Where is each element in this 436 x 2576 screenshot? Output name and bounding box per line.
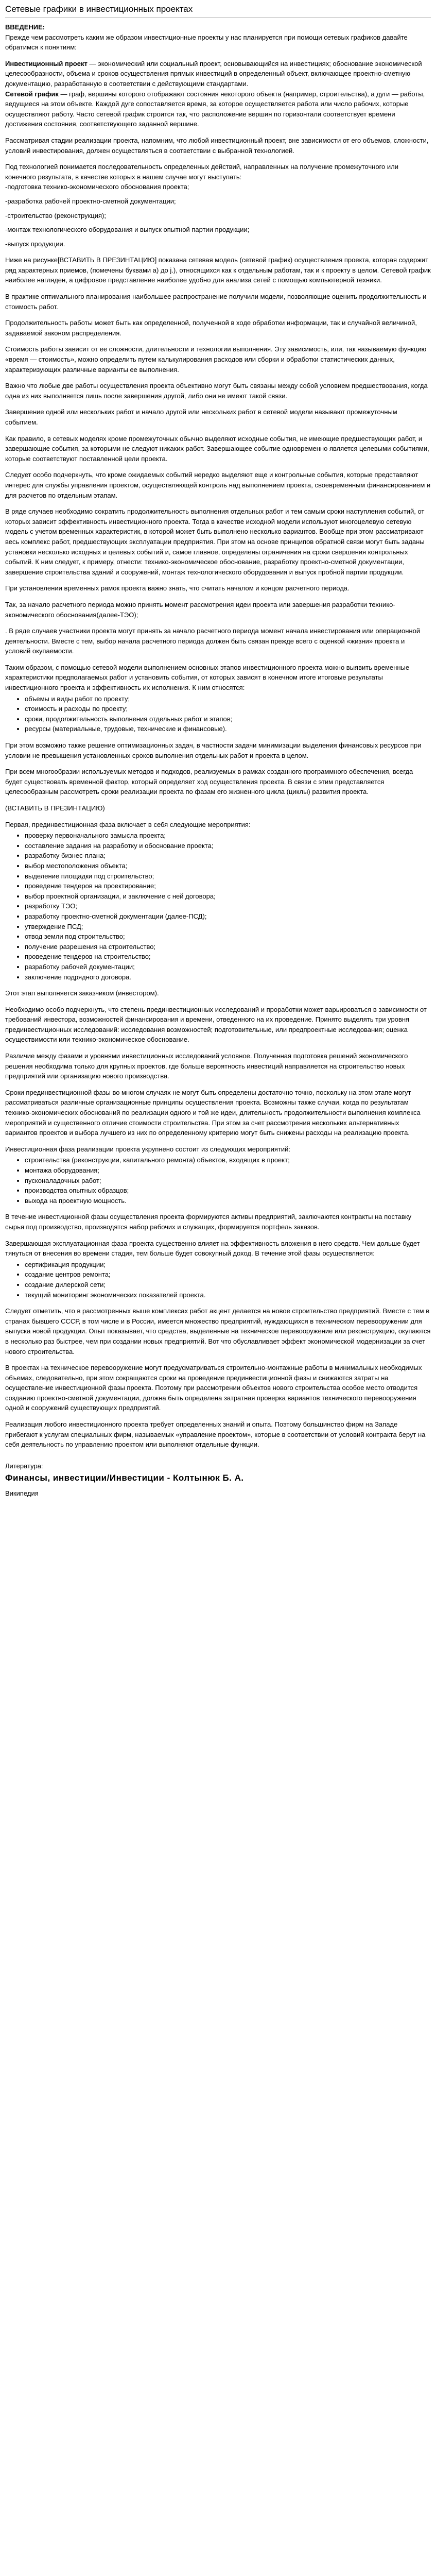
list-item: • сроки, продолжительность выполнения отдельных работ и этапов; [25,714,431,724]
list-item: • текущий мониторинг экономических показателей проекта. [25,1290,431,1300]
paragraph-phase-deadlines: Сроки прединвестиционной фазы во многом случаях не могут быть определены достаточно точно, поскольку на этом этапе могут рассматриваться различные организационные принципы осуществления проекта. Возможны также случаи, когда по результатам технико-экономических обоснований по реализации одного и той же идеи, длительность продолжительности выполнения комплекса мероприятий и существенного отличие стоимости строительства. При этом за счет рассмотрения нескольких альтернативных вариантов проектов и выбора лучшего из них по определенному критерию могут быть снижены расходы на реализацию проекта. [5,1088,421,1137]
literature-book: Финансы, инвестиции/Инвестиции - Колтынюк Б. А. [5,1473,244,1483]
definition-project [5,59,431,89]
paragraph-events: Как правило, в сетевых моделях кроме промежуточных обычно выделяют исходные события, не имеющие предшествующих работ, и завершающие события, за которыми не следуют никаких работ. Завершающее событие одновременно является целевыми событиями, которые соответствуют поставленной цели проекта. [5,434,429,463]
paragraph-optimal: В практике оптимального планирования наибольшее распространение получили модели, позволяющие оценить продолжительность и стоимость работ. [5,293,427,311]
list-item: • утверждение ПСД; [25,922,431,932]
list-item: • производства опытных образцов; [25,1185,431,1196]
list-item: • сертификация продукции; [25,1260,431,1270]
list-item: • проведение тендеров на строительство; [25,952,431,962]
page-title: Сетевые графики в инвестиционных проектах [5,3,431,18]
paragraph-stages: Рассматривая стадии реализации проекта, напомним, что любой инвестиционный проект, вне зависимости от его объемов, сложности, условий инвестирования, должен осуществляться в соответствии с выбранной технологией. [5,136,429,155]
paragraph-completion: Завершение одной или нескольких работ и начало другой или нескольких работ в сетевой модели называют промежуточным событием. [5,408,397,426]
list-item: • строительства (реконструкции, капитального ремонта) объектов, входящих в проект; [25,1155,431,1165]
list-item: • разработку бизнес-плана; [25,851,431,861]
paragraph-duration: Продолжительность работы может быть как определенной, полученной в ходе обработки информации, так и случайной величиной, задаваемой законом распределения. [5,319,417,337]
intro-paragraph: Прежде чем рассмотреть каким же образом инвестиционные проекты у нас планируется при помощи сетевых графиков давайте обратимся к понятиям: [5,33,408,52]
invest-list [5,1155,431,1206]
list-item: • ресурсы (материальные, трудовые, технические и финансовые). [25,724,431,734]
technology-item: -подготовка технико-экономического обоснования проекта; [5,183,189,191]
paragraph-invest-during: В течение инвестиционной фазы осуществления проекта формируются активы предприятий, заключаются контракты на поставку сырья под производство, производятся набор рабочих и служащих, формируется портфель заказов. [5,1213,412,1231]
paragraph-start-period: Так, за начало расчетного периода можно принять момент рассмотрения идеи проекта или завершения разработки технико-экономического обоснования(далее-ТЭО); [5,600,395,619]
definition-term: Сетевой график [5,90,59,98]
list-item: • выбор проектной организации, и заключение с ней договора; [25,891,431,902]
paragraph-invest-phase: Инвестиционная фаза реализации проекта укрупнено состоит из следующих мероприятий: [5,1145,291,1153]
list-item: • выбор местоположения объекта; [25,861,431,871]
list-item: • получение разрешения на строительство; [25,942,431,952]
literature-source: Википедия [5,1489,39,1498]
definition-text: — экономический или социальный проект, основывающийся на инвестициях; обоснование экономической целесообразности, объема и сроков осуществления прямых инвестиций в определенный объект, включающее проектно-сметную документацию, разработанную в соответствии с действующими стандартами. [5,59,422,88]
paragraph-phase-difference: Различие между фазами и уровнями инвестиционных исследований условное. Полученная подготовка решений экономического решения необходима только для крупных проектов, где больше вероятность инвестиций направляется на строительство новых предприятий или организацию нового производства. [5,1052,408,1080]
paragraph-lifecycle: При всем многообразии используемых методов и подходов, реализуемых в рамках созданного программного обеспечения, всегда будет существовать временной фактор, который определяет ход осуществления проекта. В связи с этим представляется целесообразным рассмотреть сроки реализации проекта по фазам его жизненного цикла (циклы) развития проекта. [5,768,413,796]
paragraph-time-limits: При установлении временных рамок проекта важно знать, что считать началом и концом расчетного периода. [5,584,350,592]
list-item: • создание центров ремонта; [25,1269,431,1280]
preinvest-list [5,831,431,982]
list-item: • разработку проектно-сметной документации (далее-ПСД); [25,911,431,922]
list-item: • разработку рабочей документации; [25,962,431,972]
paragraph-preinvest-phase: Первая, прединвестиционная фаза включает в себя следующие мероприятия: [5,820,251,828]
list-item: • заключение подрядного договора. [25,972,431,982]
insert-note: (ВСТАВИТЬ В ПРЕЗИНТАЦИЮ) [5,804,105,812]
list-item: • составление задания на разработку и обоснование проекта; [25,841,431,851]
definition-term: Инвестиционный проект [5,59,88,67]
literature-label: Литература: [5,1462,43,1470]
list-item: • разработку ТЭО; [25,901,431,911]
technology-item: -выпуск продукции. [5,240,65,248]
paragraph-technology: Под технологией понимается последовательность определенных действий, направленных на получение промежуточного или конечного результата, в качестве которых в нашем случае могут выступать: [5,163,398,181]
list-item: • создание дилерской сети; [25,1280,431,1290]
technology-item: -монтаж технологического оборудования и выпуск опытной партии продукции; [5,226,250,234]
characteristics-list [5,694,431,734]
list-item: • проведение тендеров на проектирование; [25,881,431,891]
intro-heading: ВВЕДЕНИЕ: [5,23,45,31]
paragraph-links: Важно что любые две работы осуществления проекта объективно могут быть связаны между собой условием предшествования, когда одна из них выполняется лишь после завершения другой, либо они не имеют такой связи. [5,382,428,400]
paragraph-sequence: В ряде случаев необходимо сократить продолжительность выполнения отдельных работ и тем самым сроки наступления событий, от которых зависит эффективность инвестиционного проекта. Тогда в качестве исходной модели используют многоцелевую сетевую модель с учетом временных характеристик, в которой может быть выполнено несколько вариантов. Вообще при этом рассматривают весь комплекс работ, предшествующих эксплуатации предприятия. При этом на основе принципов обратной связи могут быть заданы установки несколько исходных и целевых событий и, самое главное, определены ограничения на сроки свершения контрольных событий. К ним следует, к примеру, отнести: технико-экономическое обоснование, разработку проектно-сметной документации, завершение строительства зданий и сооружений, монтаж технологического оборудования и выпуск пробной партии продукции. [5,507,425,576]
list-item: • проверку первоначального замысла проекта; [25,831,431,841]
technology-item: -разработка рабочей проектно-сметной документации; [5,197,176,205]
list-item: • монтажа оборудования; [25,1165,431,1176]
paragraph-reequipment: В проектах на техническое перевооружение могут предусматриваться строительно-монтажные работы в минимальных необходимых объемах, следовательно, при этом сокращаются сроки на проведение прединвестиционной фазы и снижаются затраты на осуществление инвестиционной фазы проекта. Поэтому при рассмотрении объектов нового строительства особое место отводится созданию проектно-сметной документации, должна быть определена затратная проверка вариантов технического перевооружения одной и сооружений существующих предприятий. [5,1364,422,1412]
list-item: • выхода на проектную мощность. [25,1196,431,1206]
paragraph-executor: Этот этап выполняется заказчиком (инвестором). [5,989,159,997]
list-item: • отвод земли под строительство; [25,931,431,942]
paragraph-optimization: При этом возможно также решение оптимизационных задач, в частности задачи минимизации выделения финансовых ресурсов при условии не превышения установленных сроков выполнения отдельных работ и проекта в целом. [5,741,422,759]
paragraph-cost: Стоимость работы зависит от ее сложности, длительности и технологии выполнения. Эту зависимость, или, так называемую функцию «время — стоимость», можно определить путем калькулирования расходов или сборки и обработки статистических данных, характеризующих различные варианты ее выполнения. [5,345,427,374]
literature-section [5,1461,431,1499]
definition-text: — граф, вершины которого отображают состояния некоторого объекта (например, строительства), а дуги — работы, ведущиеся на этом объекте. Каждой дуге сопоставляется время, за которое осуществляется работа или число рабочих, которые осуществляют работу. Часто сетевой график строится так, что расположение вершин по горизонтали соответствует времени достижения состояния, соответствующего заданной вершине. [5,90,425,128]
paragraph-start-cases: . В ряде случаев участники проекта могут принять за начало расчетного периода момент начала инвестирования или операционной деятельности. Вместе с тем, выбор начала расчетного периода должен быть связан прежде всего с оценкой «жизни» проекта и условий окупаемости. [5,627,421,655]
list-item: • пусконаладочных работ; [25,1176,431,1186]
definition-graph [5,89,431,129]
list-item: • объемы и виды работ по проекту; [25,694,431,704]
paragraph-operation-phase: Завершающая эксплуатационная фаза проекта существенно влияет на эффективность вложения в него средств. Чем дольше будет тянуться от внесения во времени стадия, тем больше будет совокупный доход. В течение этой фазы осуществляется: [5,1239,420,1258]
paragraph-control-events: Следует особо подчеркнуть, что кроме ожидаемых событий нередко выделяют еще и контрольные события, которые представляют интерес для службы управления проектом, осуществляющей контроль над выполнением проекта, своевременным финансированием и для расчетов по отдельным этапам. [5,471,431,499]
operation-list [5,1260,431,1300]
paragraph-research-levels: Необходимо особо подчеркнуть, что степень прединвестиционных исследований и проработки может варьироваться в зависимости от требований инвестора, возможностей финансирования и времени, отведенного на их проведение. Принято выделять три уровня прединвестиционных исследований: исследования возможностей; подготовительные, или предпроектные исследования; оценка осуществимости или технико-экономическое обоснование. [5,1005,427,1044]
paragraph-network-model: Таким образом, с помощью сетевой модели выполнением основных этапов инвестиционного проекта можно выявить временные характеристики предполагаемых работ и установить события, от которых зависят в конечном итоге итоговые результаты инвестиционного проекта и эффективность их исполнения. К ним относятся: [5,663,410,692]
paragraph-reconstruction: Следует отметить, что в рассмотренных выше комплексах работ акцент делается на новое строительство предприятий. Вместе с тем в странах бывшего СССР, в том числе и в России, имеется множество предприятий, нуждающихся в техническом перевооружении для выпуска новой продукции. Опыт показывает, что средства, выделенные на техническое перевооружение или реконструкцию, окупаются в несколько раз быстрее, чем при создании новых предприятий. Вот что обуславливает эффект экономической модернизации за счет нового строительства. [5,1307,431,1355]
paragraph-network-figure: Ниже на рисунке[ВСТАВИТЬ В ПРЕЗИНТАЦИЮ] показана сетевая модель (сетевой график) осуществления проекта, которая содержит ряд характерных приемов, (помечены буквами а) до j.), относящихся как к отдельным работам, так и к проекту в целом. Сетевой график наиболее нагляден, а цифровое представление наиболее удобно для анализа сетей с помощью компьютерной техники. [5,256,431,284]
list-item: • выделение площадки под строительство; [25,871,431,882]
technology-item: -строительство (реконструкция); [5,211,106,219]
technology-list [5,182,431,249]
list-item: • стоимость и расходы по проекту; [25,704,431,714]
paragraph-project-management: Реализация любого инвестиционного проекта требует определенных знаний и опыта. Поэтому большинство фирм на Западе прибегают к услугам специальных фирм, называемых «управление проектом», которые в соответствии от условий контракта берут на себя деятельность по управлению проектом или выполняют отдельные функции. [5,1420,426,1449]
